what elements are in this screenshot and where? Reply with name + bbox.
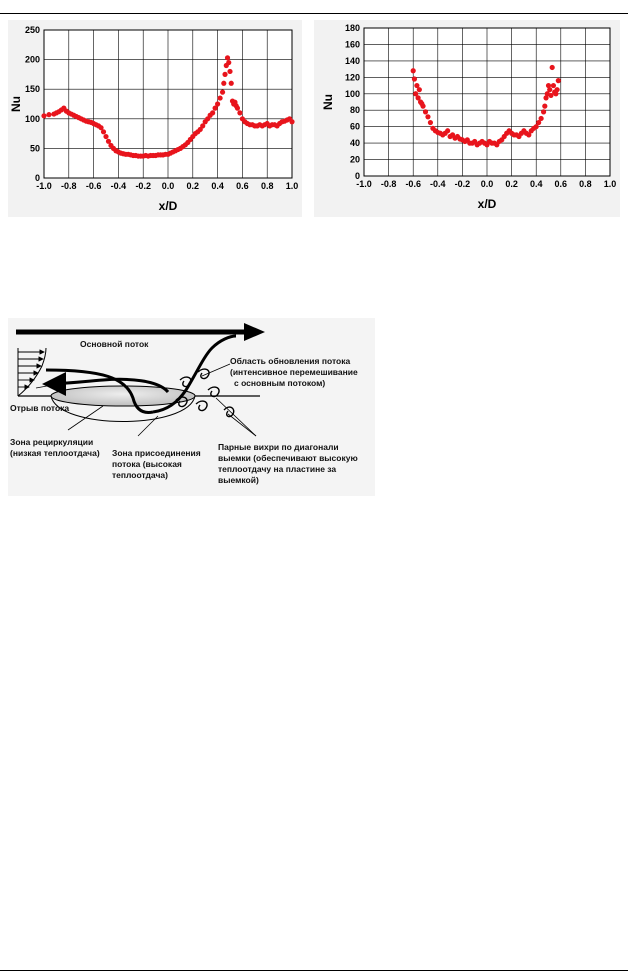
page-header-rule (0, 13, 628, 14)
x-tick-label: 0.8 (579, 179, 592, 189)
data-point (46, 112, 51, 117)
flow-scheme-diagram (8, 318, 375, 496)
data-point (417, 87, 422, 92)
y-axis-title: Nu (321, 94, 335, 110)
x-tick-label: 0.6 (554, 179, 568, 189)
x-tick-label: 0.4 (529, 179, 543, 189)
data-point (542, 104, 547, 109)
data-point (412, 76, 417, 81)
x-tick-label: -1.0 (36, 181, 52, 191)
data-point (539, 116, 544, 121)
x-tick-label: -0.8 (380, 179, 397, 189)
chart-left (8, 20, 302, 217)
data-point (445, 128, 450, 133)
y-tick-label: 40 (349, 138, 360, 149)
y-axis-title: Nu (9, 96, 23, 112)
data-point (550, 65, 555, 70)
y-tick-label: 150 (24, 84, 40, 95)
y-tick-label: 0 (34, 173, 40, 183)
data-point (220, 90, 225, 95)
y-tick-label: 140 (344, 55, 360, 66)
chart-left-panel (8, 20, 302, 217)
data-point (555, 87, 560, 92)
data-point (215, 101, 220, 106)
x-tick-label: -0.6 (85, 181, 102, 191)
data-point (411, 68, 416, 73)
main-flow-label: Основной поток (80, 339, 149, 349)
y-tick-label: 0 (354, 171, 360, 181)
data-point (221, 81, 226, 86)
x-tick-label: 0.0 (480, 179, 494, 189)
x-tick-label: -0.4 (110, 181, 127, 191)
y-tick-label: 250 (24, 25, 40, 35)
data-point (556, 78, 561, 83)
page-footer-rule (0, 970, 628, 971)
renewal-zone-label: Область обновления потока (интенсивное перемешивание с основным потоком) (230, 356, 358, 388)
data-point (235, 106, 240, 111)
y-tick-label: 60 (349, 121, 360, 132)
y-tick-label: 50 (29, 143, 40, 154)
data-point (41, 113, 46, 118)
x-tick-label: 0.4 (211, 181, 224, 191)
data-point (225, 55, 230, 60)
data-point (101, 129, 106, 134)
y-tick-label: 20 (349, 154, 360, 165)
data-point (541, 109, 546, 114)
y-tick-label: 200 (24, 54, 40, 65)
x-tick-label: 0.2 (186, 181, 200, 191)
data-point (226, 60, 231, 65)
x-tick-label: 0.0 (161, 181, 175, 191)
data-point (423, 109, 428, 114)
data-point (217, 95, 222, 100)
y-tick-label: 180 (344, 23, 360, 33)
chart-right-panel (314, 20, 620, 217)
y-tick-label: 120 (344, 72, 360, 83)
x-tick-label: 0.8 (260, 181, 274, 191)
y-tick-label: 100 (24, 113, 40, 124)
data-point (222, 72, 227, 77)
reattachment-label: Зона присоединения потока (высокая теплоотдача) (112, 448, 201, 480)
data-point (229, 81, 234, 86)
y-tick-label: 160 (344, 39, 360, 50)
x-tick-label: -0.6 (405, 179, 421, 189)
y-tick-label: 100 (344, 88, 360, 99)
x-tick-label: -1.0 (356, 179, 372, 189)
data-point (237, 110, 242, 115)
x-tick-label: -0.4 (430, 179, 446, 189)
data-point (547, 87, 552, 92)
data-point (227, 69, 232, 74)
chart-right (314, 20, 620, 217)
data-point (551, 83, 556, 88)
x-tick-label: 1.0 (603, 179, 617, 189)
y-tick-label: 80 (349, 105, 360, 116)
x-axis-title: x/D (477, 197, 497, 211)
data-point (210, 110, 215, 115)
velocity-profile-curve (18, 348, 46, 396)
x-tick-label: -0.2 (135, 181, 151, 191)
x-tick-label: -0.2 (454, 179, 471, 189)
data-point (289, 119, 294, 124)
x-axis-title: x/D (158, 199, 178, 213)
vortices-label: Парные вихри по диагонали выемки (обеспечивают высокую теплоотдачу на пластине за выемкой) (218, 442, 358, 485)
x-tick-label: 0.2 (505, 179, 518, 189)
data-point (425, 114, 430, 119)
x-tick-label: -0.8 (61, 181, 77, 191)
recirculation-label: Зона рециркуляции (низкая теплоотдача) (10, 437, 100, 458)
flow-scheme-panel (8, 318, 375, 496)
data-point (428, 120, 433, 125)
x-tick-label: 1.0 (285, 181, 299, 191)
x-tick-label: 0.6 (236, 181, 249, 191)
separation-label: Отрыв потока (10, 403, 70, 413)
data-point (103, 134, 108, 139)
main-flow-arrowhead (244, 323, 265, 341)
data-point (420, 104, 425, 109)
